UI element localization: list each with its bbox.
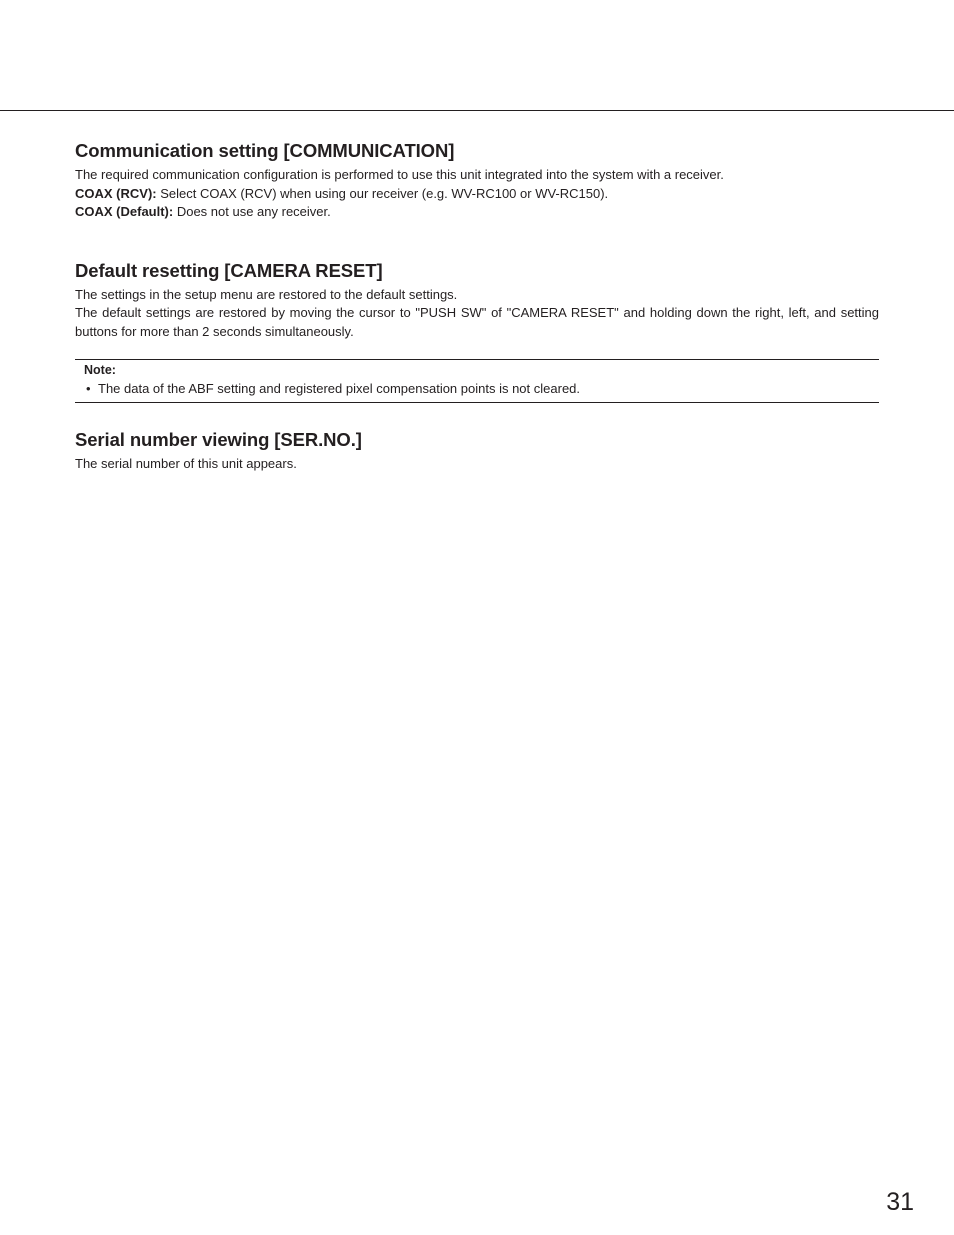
page-content [75,138,879,474]
header-rule [0,110,954,111]
bullet-icon: • [86,381,91,396]
communication-default-line [75,203,879,222]
note-box [75,359,879,403]
note-item-text: The data of the ABF setting and registered pixel compensation points is not cleared. [98,381,581,396]
note-title: Note: [84,363,116,377]
note-item [84,379,879,399]
term-coax-default: COAX (Default): [75,204,174,219]
coax-default-description: Does not use any receiver. [173,204,331,219]
section-heading-serial-number: Serial number viewing [SER.NO.] [75,429,362,450]
camera-reset-intro: The settings in the setup menu are restored to the default settings. [75,286,458,302]
serial-number-intro: The serial number of this unit appears. [75,456,297,471]
page-number: 31 [886,1188,914,1216]
communication-rcv-line [75,185,879,204]
section-communication [75,138,879,222]
section-heading-communication: Communication setting [COMMUNICATION] [75,140,455,161]
section-camera-reset [75,258,879,404]
communication-intro: The required communication configuration is performed to use this unit integrated into the system with a receiver. [75,167,724,182]
term-coax-rcv: COAX (RCV): [75,185,157,201]
coax-rcv-description: Select COAX (RCV) when using our receiver (e.g. WV-RC100 or WV-RC150). [156,185,609,201]
camera-reset-detail: The default settings are restored by moving the cursor to "PUSH SW" of "CAMERA RESET" and holding down the right, left, and setting buttons for more than 2 seconds simultaneously. [75,305,879,339]
section-serial-number [75,427,879,474]
section-heading-camera-reset: Default resetting [CAMERA RESET] [75,259,383,281]
